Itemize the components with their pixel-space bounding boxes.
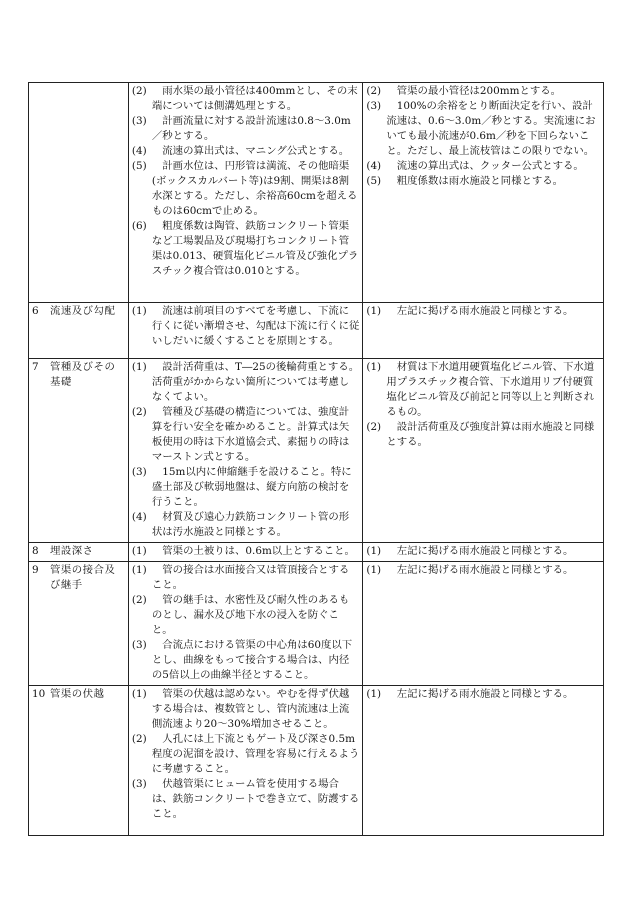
item-heading: [32, 563, 125, 593]
table-row: [29, 543, 604, 562]
spec-clause: [366, 360, 600, 420]
spec-clause: [132, 114, 359, 144]
spec-clause: [366, 99, 600, 159]
clause-text: 管種及び基礎の構造については、強度計算を行い安全を確かめること。計算式は矢板使用の時は下水道協会式、素掘りの時はマーストン式とする。: [151, 406, 350, 463]
clause-text: 15m以内に伸縮継手を設けること。特に盛土部及び軟弱地盤は、縦方向筋の検討を行うこと。: [151, 466, 352, 508]
clause-text: 左記に掲げる雨水施設と同様とする。: [386, 305, 574, 317]
spec-clause: [132, 777, 359, 822]
clause-text: 管の継手は、水密性及び耐久性のあるものとし、漏水及び地下水の浸入を防ぐこと。: [151, 594, 350, 636]
clause-text: 材質は下水道用硬質塩化ビニル管、下水道用プラスチック複合管、下水道用リブ付硬質塩化ビニル管及び前記と同等以上と判断されるもの。: [386, 361, 595, 418]
clause-number: (1): [131, 305, 147, 317]
spec-clause: [366, 420, 600, 450]
clause-number: (4): [131, 145, 147, 157]
clause-number: (2): [131, 406, 147, 418]
clause-number: (3): [131, 778, 147, 790]
item-title: 埋設深さ: [50, 545, 94, 557]
spec-clause: [132, 563, 359, 593]
clause-number: (6): [131, 220, 147, 232]
clause-text: 流速は前項目のすべてを考慮し、下流に行くに従い漸増させ、勾配は下流に行くに従いしだいに緩くすることを原則とする。: [151, 305, 360, 347]
rainwater-spec-cell: [128, 543, 362, 562]
item-title: 流速及び勾配: [50, 305, 116, 317]
spec-clause: [132, 593, 359, 638]
clause-number: (1): [366, 361, 382, 373]
clause-text: 合流点における管渠の中心角は60度以下とし、曲線をもって接合する場合は、内径の5倍以上の曲線半径とすること。: [151, 639, 353, 681]
sewage-spec-cell: [363, 359, 604, 543]
item-heading-cell: [29, 359, 129, 543]
item-number: 8: [32, 545, 39, 557]
clause-text: 管渠の最小管径は200mmとする。: [386, 85, 562, 97]
spec-clause: [366, 84, 600, 99]
clause-text: 流速の算出式は、クッター公式とする。: [386, 160, 584, 172]
item-title: 管渠の伏越: [50, 688, 105, 700]
sewage-spec-cell: [363, 686, 604, 836]
item-heading: [32, 544, 125, 559]
table-row: [29, 303, 604, 359]
clause-text: 管渠の伏越は認めない。やむを得ず伏越する場合は、複数管とし、管内流速は上流側流速より20～30%増加させること。: [151, 688, 350, 730]
clause-number: (2): [131, 85, 147, 97]
clause-number: (4): [131, 511, 147, 523]
clause-number: (2): [366, 421, 382, 433]
clause-number: (5): [366, 175, 382, 187]
item-heading-cell: [29, 562, 129, 686]
clause-number: (3): [366, 100, 382, 112]
clause-number: (2): [366, 85, 382, 97]
clause-text: 伏越管渠にヒューム管を使用する場合は、鉄筋コンクリートで巻き立て、防護すること。: [151, 778, 360, 820]
clause-text: 人孔には上下流ともゲート及び深さ0.5m程度の泥溜を設け、管理を容易に行えるように考慮すること。: [151, 733, 360, 775]
rainwater-spec-cell: [128, 562, 362, 686]
spec-clause: [366, 159, 600, 174]
spec-table: [28, 82, 604, 836]
spec-clause: [132, 732, 359, 777]
clause-number: (2): [131, 594, 147, 606]
clause-text: 雨水渠の最小管径は400mmとし、その末端については側溝処理とする。: [151, 85, 358, 112]
spec-clause: [366, 544, 600, 559]
sewage-spec-cell: [363, 562, 604, 686]
table-row: [29, 686, 604, 836]
clause-number: (1): [366, 564, 382, 576]
clause-number: (4): [366, 160, 382, 172]
sewage-spec-cell: [363, 543, 604, 562]
spec-clause: [132, 687, 359, 732]
item-heading-cell: [29, 686, 129, 836]
spec-clause: [132, 144, 359, 159]
clause-text: 左記に掲げる雨水施設と同様とする。: [386, 545, 574, 557]
clause-text: 流速の算出式は、マニング公式とする。: [151, 145, 350, 157]
clause-text: 左記に掲げる雨水施設と同様とする。: [386, 564, 574, 576]
item-title: 管種及びその基礎: [50, 361, 116, 388]
clause-number: (3): [131, 639, 147, 651]
clause-text: 粗度係数は陶管、鉄筋コンクリート管渠など工場製品及び現場打ちコンクリート管渠は0.013、硬質塩化ビニル管及び強化プラスチック複合管は0.010とする。: [151, 220, 359, 277]
table-row: [29, 83, 604, 303]
clause-number: (1): [131, 545, 147, 557]
clause-text: 設計活荷重及び強度計算は雨水施設と同様とする。: [386, 421, 595, 448]
sewage-spec-cell: [363, 303, 604, 359]
item-number: 10: [32, 688, 46, 700]
clause-number: (1): [131, 564, 147, 576]
item-heading: [32, 304, 125, 319]
item-heading-cell: [29, 83, 129, 303]
clause-number: (3): [131, 115, 147, 127]
spec-clause: [132, 304, 359, 349]
clause-number: (1): [131, 361, 147, 373]
rainwater-spec-cell: [128, 83, 362, 303]
spec-table-body: [29, 83, 604, 836]
item-title: 管渠の接合及び継手: [50, 564, 116, 591]
spec-clause: [132, 219, 359, 279]
spec-clause: [132, 465, 359, 510]
spec-clause: [132, 510, 359, 540]
clause-text: 粗度係数は雨水施設と同様とする。: [386, 175, 564, 187]
rainwater-spec-cell: [128, 359, 362, 543]
item-heading: [32, 360, 125, 390]
clause-text: 設計活荷重は、T―25の後輪荷重とする。活荷重がかからない箇所については考慮しなくてよい。: [151, 361, 360, 403]
spec-clause: [132, 405, 359, 465]
rainwater-spec-cell: [128, 303, 362, 359]
spec-clause: [132, 638, 359, 683]
spec-clause: [366, 304, 600, 319]
item-heading: [32, 687, 125, 702]
clause-text: 計画水位は、円形管は満流、その他暗渠(ボックスカルバート等)は9割、開渠は8割水深とする。ただし、余裕高60cmを超えるものは60cmで止める。: [151, 160, 358, 217]
spec-clause: [132, 544, 359, 559]
spec-clause: [132, 159, 359, 219]
spec-clause: [366, 687, 600, 702]
rainwater-spec-cell: [128, 686, 362, 836]
clause-text: 100%の余裕をとり断面決定を行い、設計流速は、0.6～3.0m／秒とする。実流速においても最小流速が0.6m／秒を下回らないこと。ただし、最上流枝管はこの限りでない。: [386, 100, 596, 157]
clause-text: 左記に掲げる雨水施設と同様とする。: [386, 688, 574, 700]
spec-clause: [366, 563, 600, 578]
spec-clause: [132, 360, 359, 405]
spec-clause: [132, 84, 359, 114]
spec-clause: [366, 174, 600, 189]
table-row: [29, 562, 604, 686]
table-row: [29, 359, 604, 543]
clause-text: 管の接合は水面接合又は管頂接合とすること。: [151, 564, 350, 591]
clause-number: (3): [131, 466, 147, 478]
clause-text: 計画流量に対する設計流速は0.8～3.0m／秒とする。: [151, 115, 351, 142]
sewage-spec-cell: [363, 83, 604, 303]
clause-number: (5): [131, 160, 147, 172]
clause-text: 管渠の土被りは、0.6m以上とすること。: [151, 545, 355, 557]
item-number: 9: [32, 564, 39, 576]
clause-number: (1): [366, 545, 382, 557]
clause-number: (1): [366, 688, 382, 700]
item-heading-cell: [29, 303, 129, 359]
item-number: 7: [32, 361, 39, 373]
clause-number: (1): [131, 688, 147, 700]
clause-text: 材質及び遠心力鉄筋コンクリート管の形状は汚水施設と同様とする。: [151, 511, 350, 538]
clause-number: (2): [131, 733, 147, 745]
clause-number: (1): [366, 305, 382, 317]
item-heading-cell: [29, 543, 129, 562]
item-number: 6: [32, 305, 39, 317]
